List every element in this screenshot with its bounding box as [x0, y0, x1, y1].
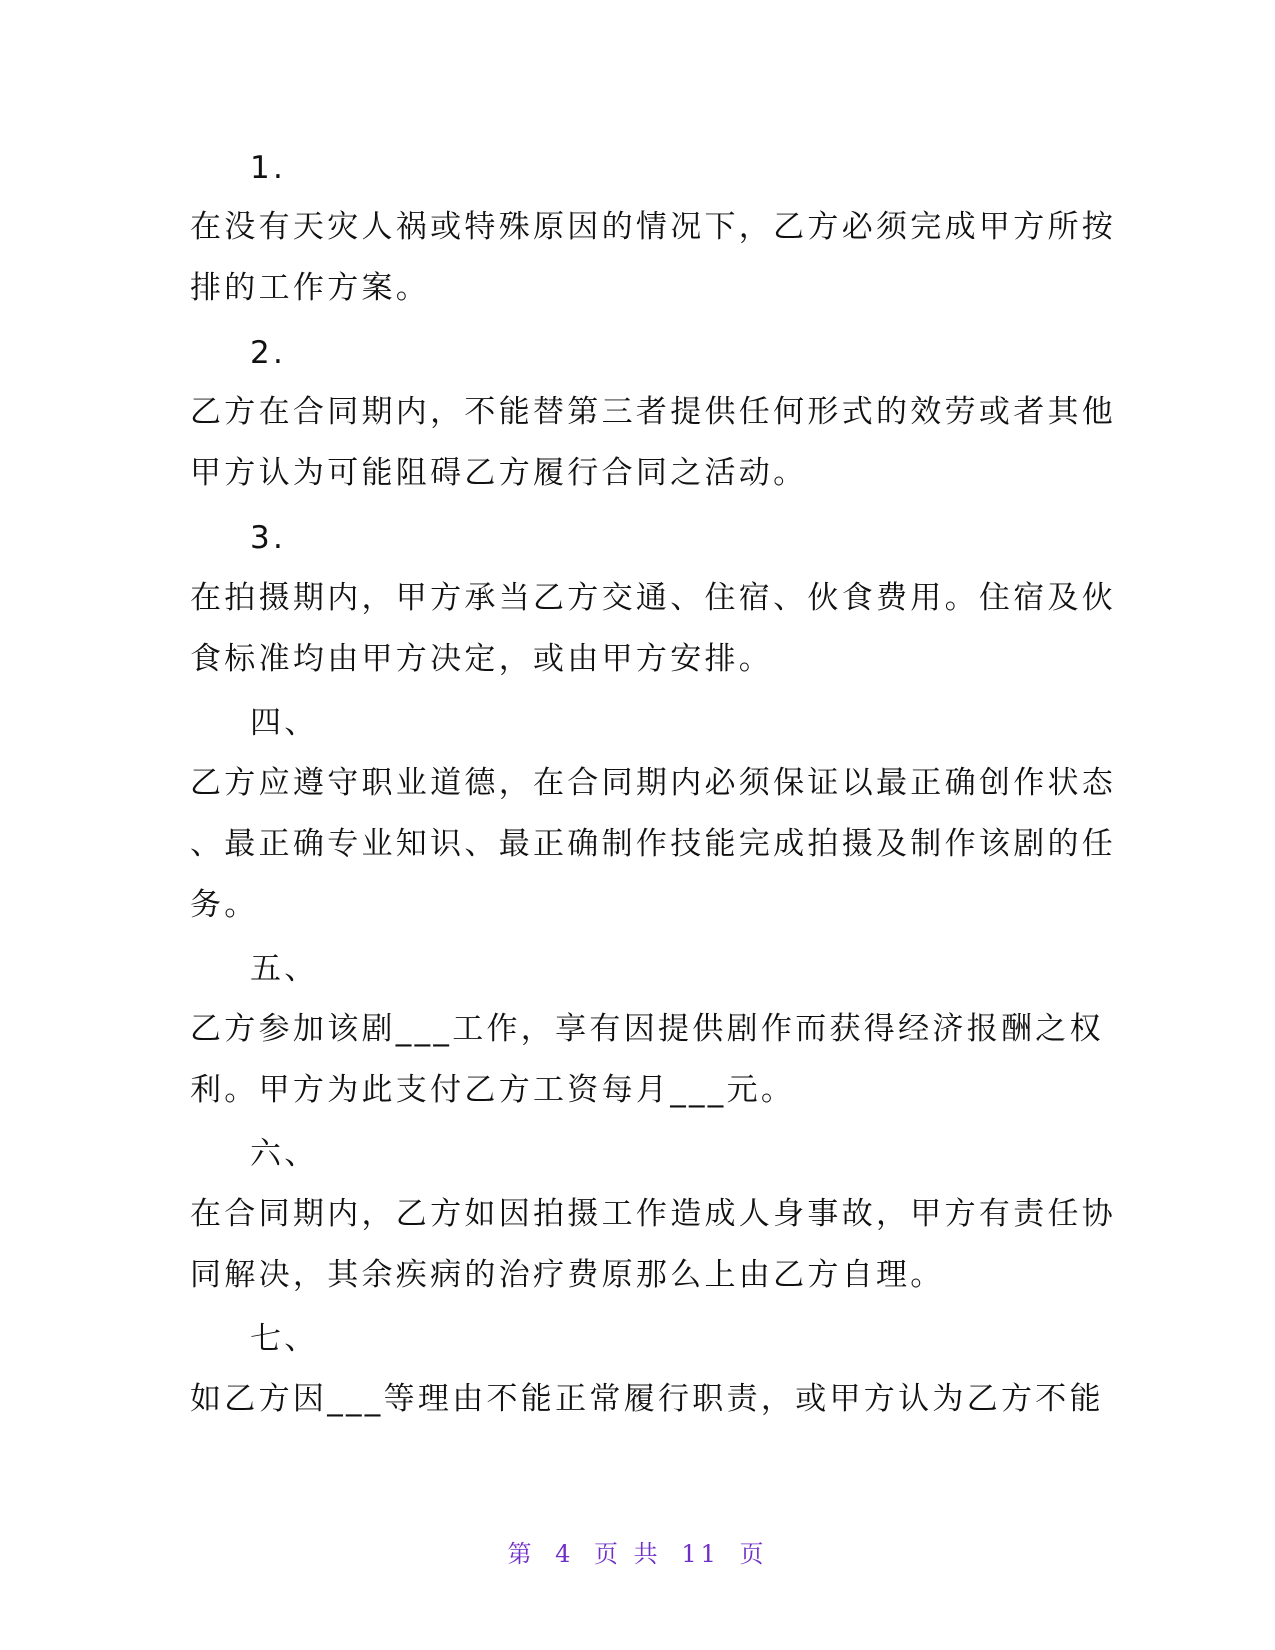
item-number: 五、 — [250, 951, 319, 987]
paragraph-line: 利。甲方为此支付乙方工资每月___元。 — [190, 1072, 796, 1108]
item-number: 1. — [250, 150, 287, 186]
item-number: 2. — [250, 335, 287, 371]
item-number: 3. — [250, 520, 287, 556]
footer-prefix: 第 — [507, 1540, 536, 1568]
total-pages-number: 11 — [681, 1540, 720, 1568]
paragraph-line: 乙方参加该剧___工作，享有因提供剧作而获得经济报酬之权 — [190, 1011, 1104, 1047]
paragraph-line: 、最正确专业知识、最正确制作技能完成拍摄及制作该剧的任 — [190, 826, 1117, 862]
paragraph-line: 甲方认为可能阻碍乙方履行合同之活动。 — [190, 455, 808, 491]
paragraph-line: 食标准均由甲方决定，或由甲方安排。 — [190, 641, 774, 677]
item-number: 六、 — [250, 1136, 319, 1172]
paragraph-line: 排的工作方案。 — [190, 270, 431, 306]
paragraph-line: 乙方应遵守职业道德，在合同期内必须保证以最正确创作状态 — [190, 765, 1117, 801]
paragraph-line: 同解决，其余疾病的治疗费原那么上由乙方自理。 — [190, 1257, 945, 1293]
page-footer — [0, 1534, 1275, 1569]
footer-mid: 页 共 — [594, 1540, 662, 1568]
item-number: 七、 — [250, 1321, 319, 1357]
paragraph-line: 乙方在合同期内，不能替第三者提供任何形式的效劳或者其他 — [190, 394, 1117, 430]
item-number: 四、 — [250, 705, 319, 741]
paragraph-line: 在没有天灾人祸或特殊原因的情况下，乙方必须完成甲方所按 — [190, 209, 1117, 245]
paragraph-line: 在合同期内，乙方如因拍摄工作造成人身事故，甲方有责任协 — [190, 1196, 1117, 1232]
footer-suffix: 页 — [739, 1540, 768, 1568]
paragraph-line: 在拍摄期内，甲方承当乙方交通、住宿、伙食费用。住宿及伙 — [190, 580, 1117, 616]
paragraph-line: 务。 — [190, 887, 259, 923]
current-page-number: 4 — [555, 1540, 575, 1568]
paragraph-line: 如乙方因___等理由不能正常履行职责，或甲方认为乙方不能 — [190, 1381, 1104, 1417]
